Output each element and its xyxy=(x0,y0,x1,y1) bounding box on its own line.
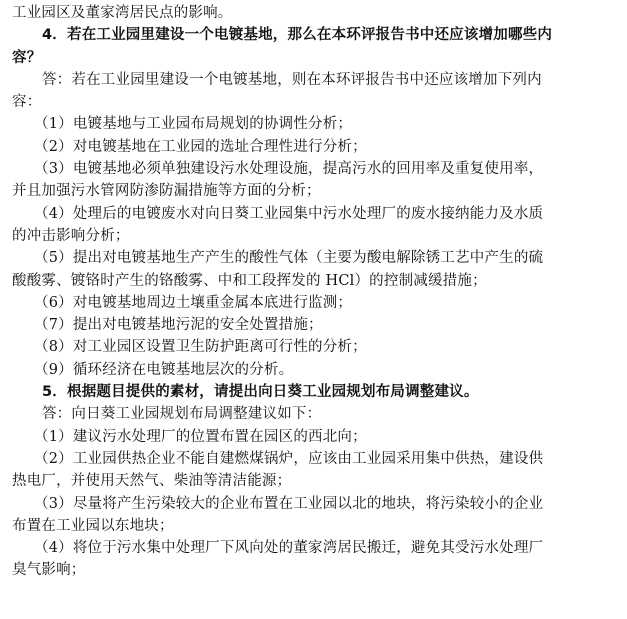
question-4-line-2: 容？ xyxy=(12,49,42,66)
answer-5-intro: 答：向日葵工业园规划布局调整建议如下： xyxy=(42,406,322,423)
answer-4-item-3-line-1: （3）电镀基地必须单独建设污水处理设施，提高污水的回用率及重复使用率， xyxy=(34,161,544,178)
answer-4-item-4-line-2: 的冲击影响分析； xyxy=(12,227,130,244)
answer-5-item-4-line-2: 臭气影响； xyxy=(12,562,86,579)
answer-4-item-8: （8）对工业园区设置卫生防护距离可行性的分析； xyxy=(34,339,367,356)
answer-4-item-4-line-1: （4）处理后的电镀废水对向日葵工业园集中污水处理厂的废水接纳能力及水质 xyxy=(34,205,544,222)
answer-4-item-5-line-1: （5）提出对电镀基地生产产生的酸性气体（主要为酸电解除锈工艺中产生的硫 xyxy=(34,250,544,267)
answer-4-item-1: （1）电镀基地与工业园布局规划的协调性分析； xyxy=(34,116,353,133)
answer-5-item-3-line-1: （3）尽量将产生污染较大的企业布置在工业园以北的地块，将污染较小的企业 xyxy=(34,495,544,512)
answer-4-item-9: （9）循环经济在电镀基地层次的分析。 xyxy=(34,361,294,378)
answer-5-item-4-line-1: （4）将位于污水集中处理厂下风向处的董家湾居民搬迁，避免其受污水处理厂 xyxy=(34,540,544,557)
answer-5-item-2-line-1: （2）工业园供热企业不能自建燃煤锅炉，应该由工业园采用集中供热，建设供 xyxy=(34,450,544,467)
text-line: 工业园区及董家湾居民点的影响。 xyxy=(12,5,233,21)
answer-4-item-2: （2）对电镀基地在工业园的选址合理性进行分析； xyxy=(34,138,367,155)
answer-5-item-3-line-2: 布置在工业园以东地块； xyxy=(12,517,174,534)
answer-4-item-3-line-2: 并且加强污水管网防渗防漏措施等方面的分析； xyxy=(12,183,321,200)
answer-4-item-7: （7）提出对电镀基地污泥的安全处置措施； xyxy=(34,317,323,334)
answer-5-item-1: （1）建议污水处理厂的位置布置在园区的西北向； xyxy=(34,428,367,445)
answer-4-item-5-line-2: 酸酸雾、镀铬时产生的铬酸雾、中和工段挥发的 HCl）的控制减缓措施； xyxy=(12,272,487,289)
answer-4-intro-line-1: 答：若在工业园里建设一个电镀基地，则在本环评报告书中还应该增加下列内 xyxy=(42,71,542,88)
answer-4-item-6: （6）对电镀基地周边土壤重金属本底进行监测； xyxy=(34,294,353,311)
answer-4-intro-line-2: 容： xyxy=(12,94,42,111)
question-4-line-1: 4．若在工业园里建设一个电镀基地，那么在本环评报告书中还应该增加哪些内 xyxy=(42,27,553,44)
question-5: 5．根据题目提供的素材，请提出向日葵工业园规划布局调整建议。 xyxy=(42,384,479,401)
answer-5-item-2-line-2: 热电厂，并使用天然气、柴油等清洁能源； xyxy=(12,473,292,490)
